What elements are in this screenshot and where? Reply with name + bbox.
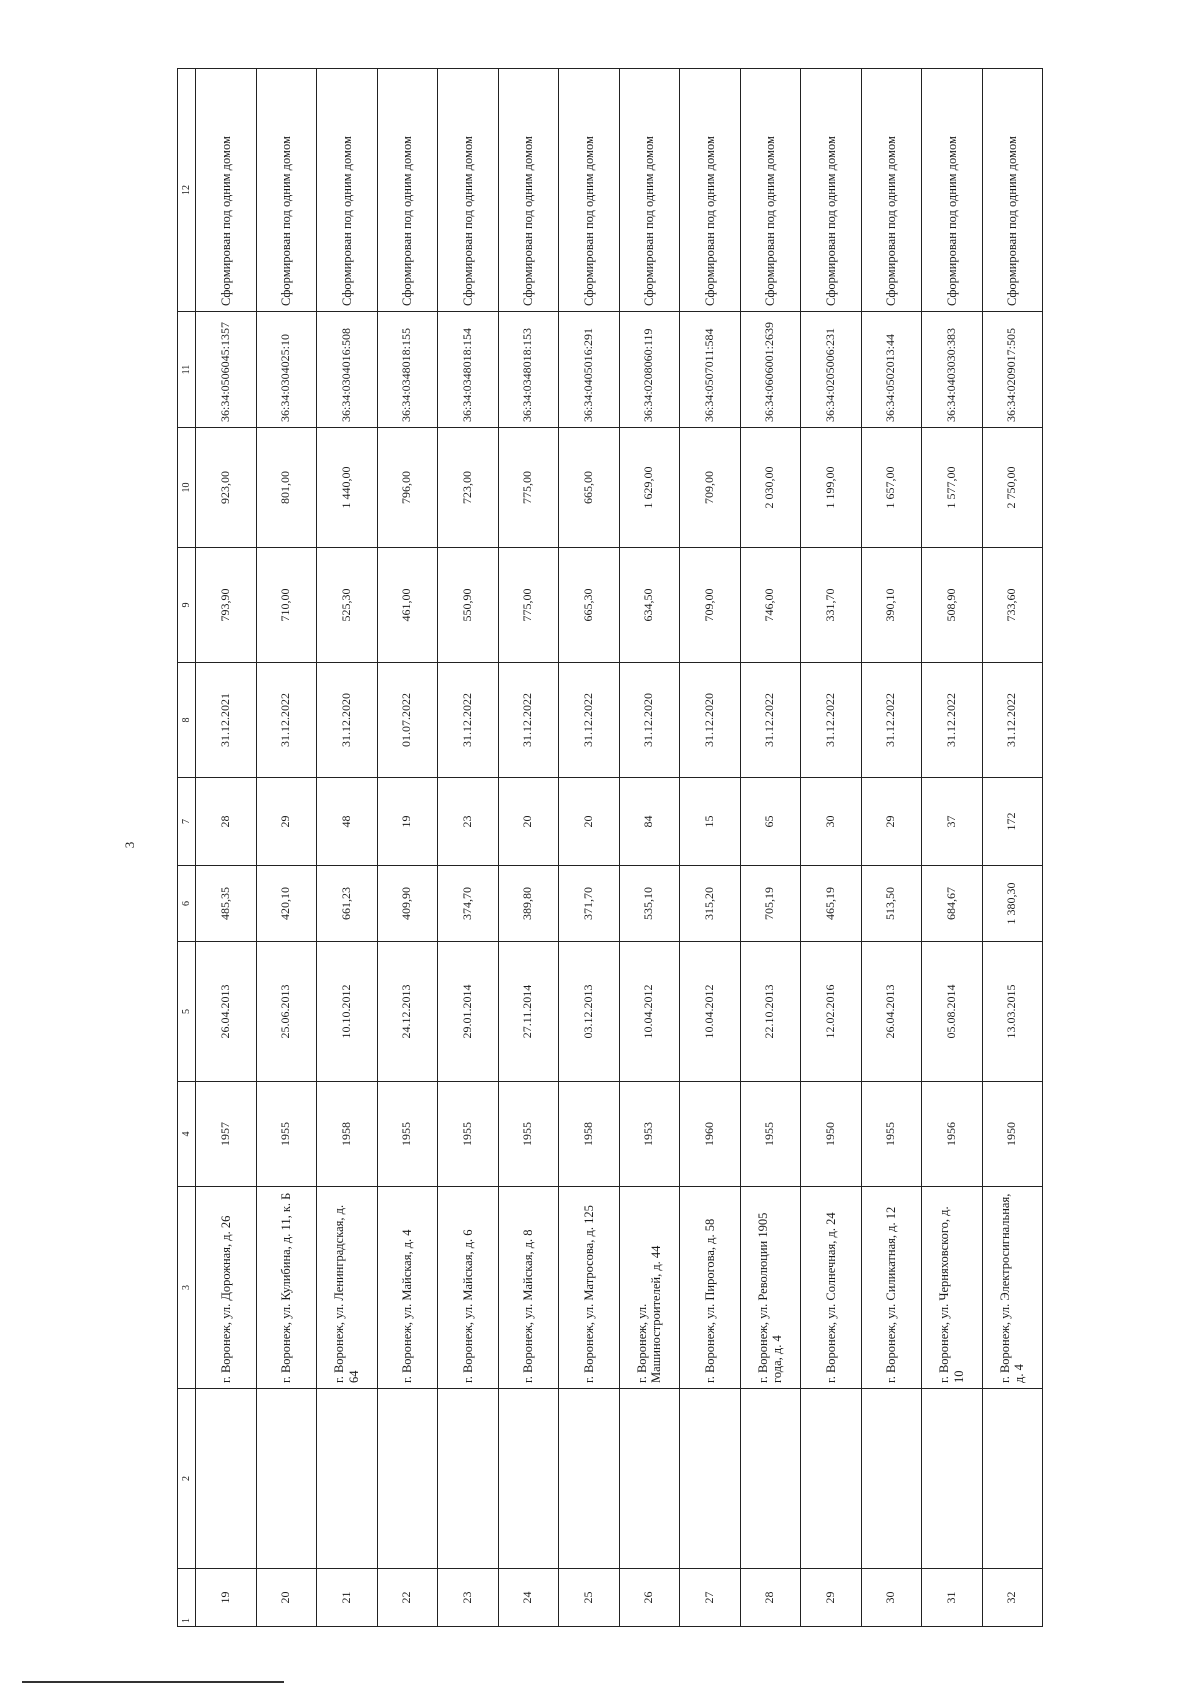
date-cell: 13.03.2015 bbox=[982, 942, 1043, 1082]
residents-cell: 20 bbox=[559, 778, 620, 866]
note-cell: Сформирован под одним домом bbox=[559, 69, 620, 312]
area-2-cell: 733,60 bbox=[982, 548, 1043, 663]
residents-cell: 29 bbox=[256, 778, 317, 866]
header-row bbox=[178, 69, 196, 1627]
date-cell: 26.04.2013 bbox=[196, 942, 257, 1082]
cadastral-number-cell: 36:34:0304025:10 bbox=[256, 312, 317, 428]
land-area-cell: 1 629,00 bbox=[619, 428, 680, 548]
area-2-cell: 665,30 bbox=[559, 548, 620, 663]
note-cell: Сформирован под одним домом bbox=[740, 69, 801, 312]
note-cell: Сформирован под одним домом bbox=[438, 69, 499, 312]
year-built-cell: 1960 bbox=[680, 1082, 741, 1187]
residents-cell: 28 bbox=[196, 778, 257, 866]
area-2-cell: 710,00 bbox=[256, 548, 317, 663]
cadastral-number-cell: 36:34:0507011:584 bbox=[680, 312, 741, 428]
table-row bbox=[922, 69, 983, 1627]
land-area-cell: 1 199,00 bbox=[801, 428, 862, 548]
cadastral-number-cell: 36:34:0506045:1357 bbox=[196, 312, 257, 428]
note-cell: Сформирован под одним домом bbox=[861, 69, 922, 312]
area-cell: 513,50 bbox=[861, 866, 922, 942]
address-cell: г. Воронеж, ул. Машиностроителей, д. 44 bbox=[619, 1187, 680, 1389]
deadline-cell: 31.12.2020 bbox=[680, 663, 741, 778]
column-header: 8 bbox=[178, 663, 196, 778]
row-number-cell: 26 bbox=[619, 1569, 680, 1627]
land-area-cell: 923,00 bbox=[196, 428, 257, 548]
note-cell: Сформирован под одним домом bbox=[619, 69, 680, 312]
year-built-cell: 1955 bbox=[256, 1082, 317, 1187]
column-header: 2 bbox=[178, 1389, 196, 1569]
cadastral-number-cell: 36:34:0403030:383 bbox=[922, 312, 983, 428]
date-cell: 10.04.2012 bbox=[619, 942, 680, 1082]
address-cell: г. Воронеж, ул. Матросова, д. 125 bbox=[559, 1187, 620, 1389]
registry-table-wrapper bbox=[177, 69, 1041, 1627]
column-2-cell bbox=[377, 1389, 438, 1569]
year-built-cell: 1958 bbox=[317, 1082, 378, 1187]
column-header: 5 bbox=[178, 942, 196, 1082]
note-cell: Сформирован под одним домом bbox=[680, 69, 741, 312]
cadastral-number-cell: 36:34:0502013:44 bbox=[861, 312, 922, 428]
page-number: 3 bbox=[122, 841, 137, 849]
deadline-cell: 31.12.2022 bbox=[438, 663, 499, 778]
table-row bbox=[619, 69, 680, 1627]
residents-cell: 30 bbox=[801, 778, 862, 866]
cadastral-number-cell: 36:34:0348018:153 bbox=[498, 312, 559, 428]
cadastral-number-cell: 36:34:0304016:508 bbox=[317, 312, 378, 428]
residents-cell: 172 bbox=[982, 778, 1043, 866]
address-cell: г. Воронеж, ул. Майская, д. 4 bbox=[377, 1187, 438, 1389]
area-2-cell: 390,10 bbox=[861, 548, 922, 663]
year-built-cell: 1955 bbox=[861, 1082, 922, 1187]
column-header: 9 bbox=[178, 548, 196, 663]
deadline-cell: 31.12.2021 bbox=[196, 663, 257, 778]
year-built-cell: 1955 bbox=[438, 1082, 499, 1187]
land-area-cell: 1 577,00 bbox=[922, 428, 983, 548]
residents-cell: 29 bbox=[861, 778, 922, 866]
year-built-cell: 1955 bbox=[740, 1082, 801, 1187]
area-2-cell: 775,00 bbox=[498, 548, 559, 663]
year-built-cell: 1955 bbox=[377, 1082, 438, 1187]
residents-cell: 48 bbox=[317, 778, 378, 866]
address-cell: г. Воронеж, ул. Силикатная, д. 12 bbox=[861, 1187, 922, 1389]
area-2-cell: 709,00 bbox=[680, 548, 741, 663]
deadline-cell: 31.12.2020 bbox=[619, 663, 680, 778]
year-built-cell: 1956 bbox=[922, 1082, 983, 1187]
address-cell: г. Воронеж, ул. Майская, д. 8 bbox=[498, 1187, 559, 1389]
year-built-cell: 1958 bbox=[559, 1082, 620, 1187]
row-number-cell: 19 bbox=[196, 1569, 257, 1627]
column-header: 4 bbox=[178, 1082, 196, 1187]
date-cell: 25.06.2013 bbox=[256, 942, 317, 1082]
column-header: 11 bbox=[178, 312, 196, 428]
address-cell: г. Воронеж, ул. Революции 1905 года, д. 4 bbox=[740, 1187, 801, 1389]
table-row bbox=[256, 69, 317, 1627]
row-number-cell: 27 bbox=[680, 1569, 741, 1627]
column-header: 1 bbox=[178, 1569, 196, 1627]
row-number-cell: 24 bbox=[498, 1569, 559, 1627]
cadastral-number-cell: 36:34:0205006:231 bbox=[801, 312, 862, 428]
area-cell: 374,70 bbox=[438, 866, 499, 942]
date-cell: 26.04.2013 bbox=[861, 942, 922, 1082]
residents-cell: 23 bbox=[438, 778, 499, 866]
column-2-cell bbox=[680, 1389, 741, 1569]
date-cell: 27.11.2014 bbox=[498, 942, 559, 1082]
table-row bbox=[438, 69, 499, 1627]
table-row bbox=[982, 69, 1043, 1627]
row-number-cell: 30 bbox=[861, 1569, 922, 1627]
cadastral-number-cell: 36:34:0209017:505 bbox=[982, 312, 1043, 428]
cadastral-number-cell: 36:34:0208060:119 bbox=[619, 312, 680, 428]
area-cell: 389,80 bbox=[498, 866, 559, 942]
row-number-cell: 20 bbox=[256, 1569, 317, 1627]
deadline-cell: 31.12.2022 bbox=[922, 663, 983, 778]
deadline-cell: 01.07.2022 bbox=[377, 663, 438, 778]
year-built-cell: 1950 bbox=[982, 1082, 1043, 1187]
residents-cell: 20 bbox=[498, 778, 559, 866]
row-number-cell: 23 bbox=[438, 1569, 499, 1627]
deadline-cell: 31.12.2022 bbox=[498, 663, 559, 778]
area-2-cell: 461,00 bbox=[377, 548, 438, 663]
table-row bbox=[196, 69, 257, 1627]
table-row bbox=[498, 69, 559, 1627]
row-number-cell: 22 bbox=[377, 1569, 438, 1627]
column-header: 6 bbox=[178, 866, 196, 942]
year-built-cell: 1957 bbox=[196, 1082, 257, 1187]
residents-cell: 15 bbox=[680, 778, 741, 866]
column-2-cell bbox=[619, 1389, 680, 1569]
column-2-cell bbox=[438, 1389, 499, 1569]
date-cell: 05.08.2014 bbox=[922, 942, 983, 1082]
area-2-cell: 634,50 bbox=[619, 548, 680, 663]
date-cell: 22.10.2013 bbox=[740, 942, 801, 1082]
table-row bbox=[317, 69, 378, 1627]
land-area-cell: 775,00 bbox=[498, 428, 559, 548]
area-cell: 705,19 bbox=[740, 866, 801, 942]
column-header: 3 bbox=[178, 1187, 196, 1389]
area-cell: 409,90 bbox=[377, 866, 438, 942]
land-area-cell: 2 750,00 bbox=[982, 428, 1043, 548]
deadline-cell: 31.12.2022 bbox=[982, 663, 1043, 778]
note-cell: Сформирован под одним домом bbox=[256, 69, 317, 312]
note-cell: Сформирован под одним домом bbox=[801, 69, 862, 312]
area-cell: 1 380,30 bbox=[982, 866, 1043, 942]
cadastral-number-cell: 36:34:0348018:155 bbox=[377, 312, 438, 428]
land-area-cell: 665,00 bbox=[559, 428, 620, 548]
address-cell: г. Воронеж, ул. Ленинградская, д. 64 bbox=[317, 1187, 378, 1389]
row-number-cell: 31 bbox=[922, 1569, 983, 1627]
address-cell: г. Воронеж, ул. Солнечная, д. 24 bbox=[801, 1187, 862, 1389]
address-cell: г. Воронеж, ул. Пирогова, д. 58 bbox=[680, 1187, 741, 1389]
column-2-cell bbox=[559, 1389, 620, 1569]
note-cell: Сформирован под одним домом bbox=[377, 69, 438, 312]
land-area-cell: 1 657,00 bbox=[861, 428, 922, 548]
date-cell: 10.04.2012 bbox=[680, 942, 741, 1082]
area-2-cell: 746,00 bbox=[740, 548, 801, 663]
row-number-cell: 29 bbox=[801, 1569, 862, 1627]
column-2-cell bbox=[317, 1389, 378, 1569]
date-cell: 10.10.2012 bbox=[317, 942, 378, 1082]
address-cell: г. Воронеж, ул. Дорожная, д. 26 bbox=[196, 1187, 257, 1389]
date-cell: 03.12.2013 bbox=[559, 942, 620, 1082]
residents-cell: 19 bbox=[377, 778, 438, 866]
row-number-cell: 28 bbox=[740, 1569, 801, 1627]
row-number-cell: 21 bbox=[317, 1569, 378, 1627]
land-area-cell: 796,00 bbox=[377, 428, 438, 548]
land-area-cell: 1 440,00 bbox=[317, 428, 378, 548]
table-row bbox=[740, 69, 801, 1627]
note-cell: Сформирован под одним домом bbox=[196, 69, 257, 312]
land-area-cell: 723,00 bbox=[438, 428, 499, 548]
column-2-cell bbox=[861, 1389, 922, 1569]
footer-rule bbox=[22, 1681, 284, 1683]
column-header: 7 bbox=[178, 778, 196, 866]
address-cell: г. Воронеж, ул. Майская, д. 6 bbox=[438, 1187, 499, 1389]
registry-table bbox=[177, 68, 1043, 1627]
deadline-cell: 31.12.2022 bbox=[740, 663, 801, 778]
residents-cell: 37 bbox=[922, 778, 983, 866]
deadline-cell: 31.12.2020 bbox=[317, 663, 378, 778]
year-built-cell: 1950 bbox=[801, 1082, 862, 1187]
table-body bbox=[196, 69, 1043, 1627]
table-row bbox=[377, 69, 438, 1627]
area-2-cell: 508,90 bbox=[922, 548, 983, 663]
residents-cell: 84 bbox=[619, 778, 680, 866]
year-built-cell: 1953 bbox=[619, 1082, 680, 1187]
area-cell: 535,10 bbox=[619, 866, 680, 942]
note-cell: Сформирован под одним домом bbox=[498, 69, 559, 312]
area-cell: 684,67 bbox=[922, 866, 983, 942]
table-row bbox=[680, 69, 741, 1627]
cadastral-number-cell: 36:34:0405016:291 bbox=[559, 312, 620, 428]
area-2-cell: 331,70 bbox=[801, 548, 862, 663]
residents-cell: 65 bbox=[740, 778, 801, 866]
date-cell: 12.02.2016 bbox=[801, 942, 862, 1082]
column-2-cell bbox=[801, 1389, 862, 1569]
column-2-cell bbox=[740, 1389, 801, 1569]
area-cell: 485,35 bbox=[196, 866, 257, 942]
cadastral-number-cell: 36:34:0606001:2639 bbox=[740, 312, 801, 428]
area-2-cell: 793,90 bbox=[196, 548, 257, 663]
column-2-cell bbox=[498, 1389, 559, 1569]
address-cell: г. Воронеж, ул. Черняховского, д. 10 bbox=[922, 1187, 983, 1389]
note-cell: Сформирован под одним домом bbox=[317, 69, 378, 312]
area-cell: 315,20 bbox=[680, 866, 741, 942]
column-2-cell bbox=[982, 1389, 1043, 1569]
column-header: 12 bbox=[178, 69, 196, 312]
area-cell: 420,10 bbox=[256, 866, 317, 942]
area-cell: 371,70 bbox=[559, 866, 620, 942]
date-cell: 29.01.2014 bbox=[438, 942, 499, 1082]
date-cell: 24.12.2013 bbox=[377, 942, 438, 1082]
area-cell: 661,23 bbox=[317, 866, 378, 942]
area-2-cell: 550,90 bbox=[438, 548, 499, 663]
note-cell: Сформирован под одним домом bbox=[982, 69, 1043, 312]
deadline-cell: 31.12.2022 bbox=[861, 663, 922, 778]
column-2-cell bbox=[922, 1389, 983, 1569]
land-area-cell: 709,00 bbox=[680, 428, 741, 548]
deadline-cell: 31.12.2022 bbox=[559, 663, 620, 778]
address-cell: г. Воронеж, ул. Кулибина, д. 11, к. Б bbox=[256, 1187, 317, 1389]
column-2-cell bbox=[196, 1389, 257, 1569]
column-2-cell bbox=[256, 1389, 317, 1569]
table-row bbox=[559, 69, 620, 1627]
deadline-cell: 31.12.2022 bbox=[256, 663, 317, 778]
cadastral-number-cell: 36:34:0348018:154 bbox=[438, 312, 499, 428]
area-2-cell: 525,30 bbox=[317, 548, 378, 663]
area-cell: 465,19 bbox=[801, 866, 862, 942]
deadline-cell: 31.12.2022 bbox=[801, 663, 862, 778]
column-header: 10 bbox=[178, 428, 196, 548]
land-area-cell: 801,00 bbox=[256, 428, 317, 548]
row-number-cell: 32 bbox=[982, 1569, 1043, 1627]
land-area-cell: 2 030,00 bbox=[740, 428, 801, 548]
year-built-cell: 1955 bbox=[498, 1082, 559, 1187]
table-row bbox=[861, 69, 922, 1627]
table-row bbox=[801, 69, 862, 1627]
row-number-cell: 25 bbox=[559, 1569, 620, 1627]
note-cell: Сформирован под одним домом bbox=[922, 69, 983, 312]
address-cell: г. Воронеж, ул. Электросигнальная, д. 4 bbox=[982, 1187, 1043, 1389]
